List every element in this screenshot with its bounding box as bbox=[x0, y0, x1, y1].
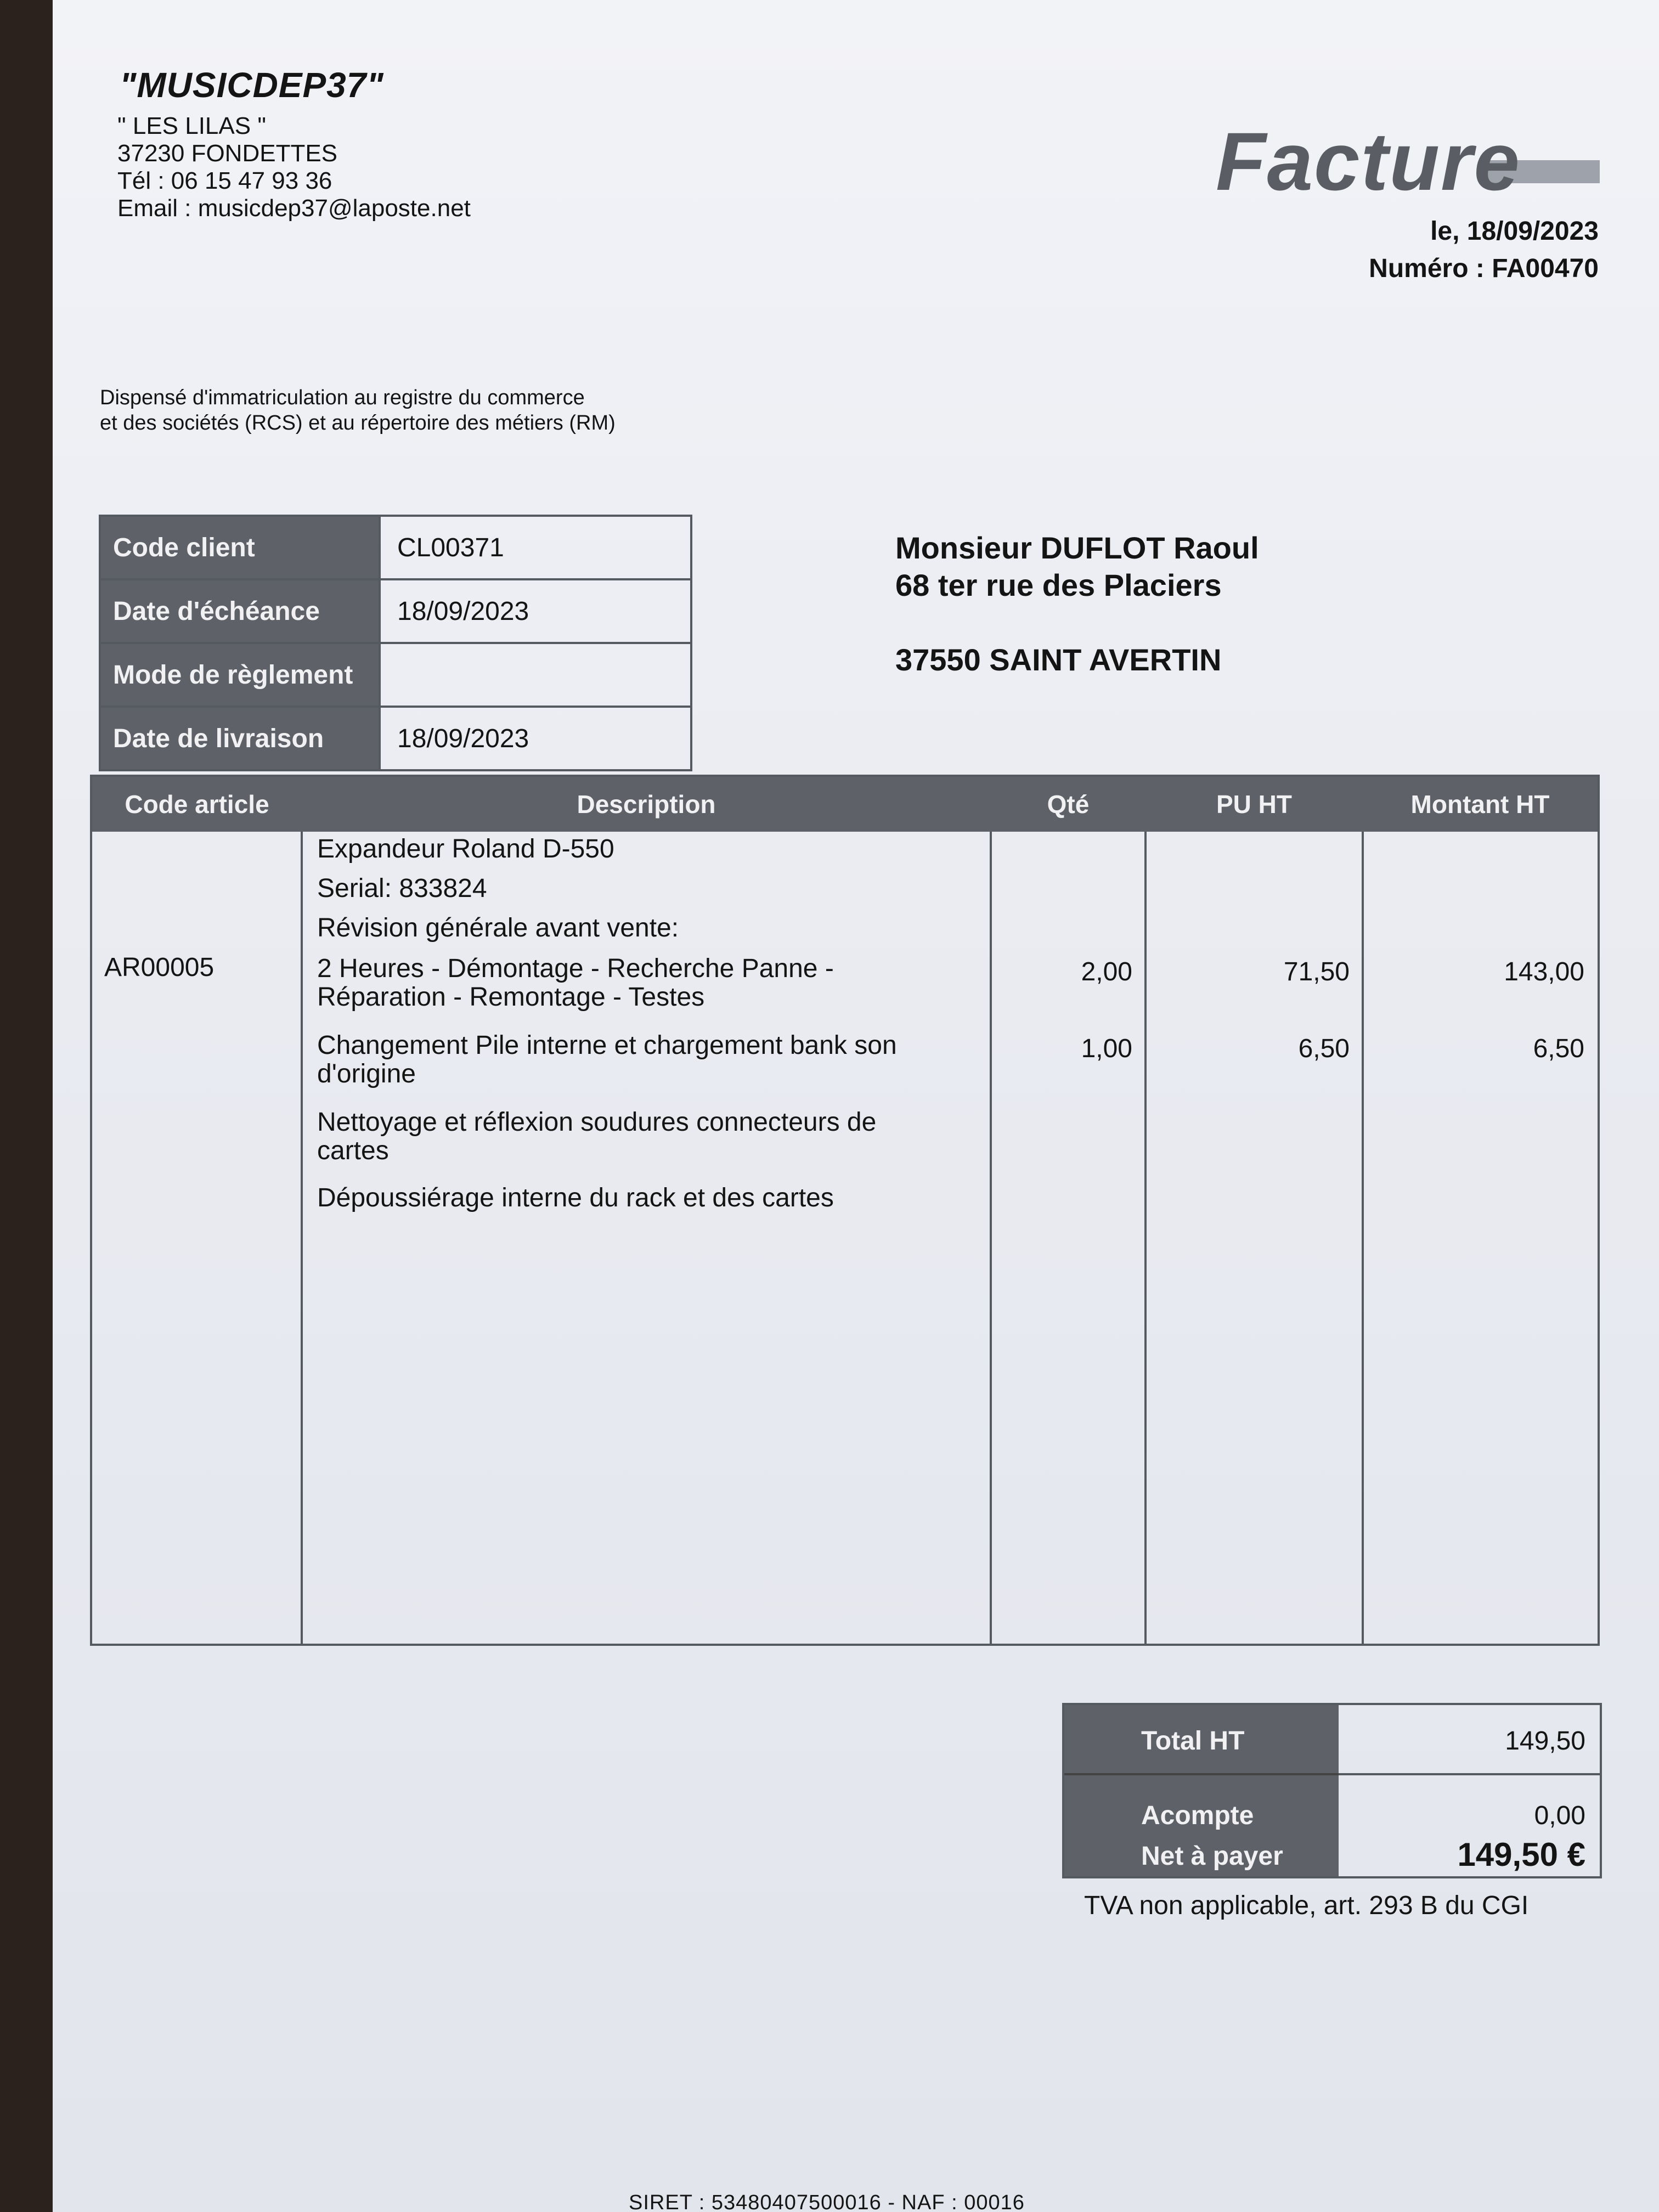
totals-table bbox=[1062, 1703, 1602, 1878]
item-description-line: Serial: 833824 bbox=[317, 874, 487, 903]
item-amount: 6,50 bbox=[1533, 1034, 1584, 1063]
column-divider bbox=[990, 832, 992, 1644]
items-table-header bbox=[92, 777, 1598, 832]
rcs-notice-line: Dispensé d'immatriculation au registre du commerce bbox=[100, 386, 585, 409]
info-row-due-date bbox=[101, 580, 690, 644]
info-label: Code client bbox=[101, 517, 381, 578]
acompte-label: Acompte bbox=[1141, 1801, 1254, 1830]
tva-note: TVA non applicable, art. 293 B du CGI bbox=[1084, 1891, 1529, 1920]
item-quantity: 1,00 bbox=[1081, 1034, 1132, 1063]
item-description-line: Nettoyage et réflexion soudures connecteurs de bbox=[317, 1108, 877, 1137]
header-description: Description bbox=[577, 790, 716, 819]
company-phone-line: Tél : 06 15 47 93 36 bbox=[117, 167, 332, 194]
item-description-line: cartes bbox=[317, 1136, 389, 1165]
info-value bbox=[381, 644, 690, 706]
company-email-line: Email : musicdep37@laposte.net bbox=[117, 195, 471, 222]
company-address-line: " LES LILAS " bbox=[117, 112, 266, 139]
info-row-client-code bbox=[101, 517, 690, 580]
item-description-line: 2 Heures - Démontage - Recherche Panne - bbox=[317, 954, 834, 983]
document-title: Facture bbox=[1216, 115, 1521, 207]
info-row-delivery-date bbox=[101, 708, 690, 769]
info-row-payment-mode bbox=[101, 644, 690, 708]
item-description-line: d'origine bbox=[317, 1059, 416, 1088]
rcs-notice-line: et des sociétés (RCS) et au répertoire des métiers (RM) bbox=[100, 411, 616, 435]
total-ht-label: Total HT bbox=[1141, 1726, 1245, 1756]
column-divider bbox=[1362, 832, 1364, 1644]
header-amount: Montant HT bbox=[1410, 790, 1550, 819]
acompte-value: 0,00 bbox=[1534, 1801, 1585, 1830]
client-city: 37550 SAINT AVERTIN bbox=[895, 642, 1222, 677]
client-name: Monsieur DUFLOT Raoul bbox=[895, 531, 1259, 565]
item-amount: 143,00 bbox=[1504, 957, 1584, 986]
item-description-line: Changement Pile interne et chargement bank son bbox=[317, 1031, 897, 1060]
company-name: "MUSICDEP37" bbox=[120, 65, 384, 105]
item-description-line: Dépoussiérage interne du rack et des cartes bbox=[317, 1183, 834, 1212]
item-quantity: 2,00 bbox=[1081, 957, 1132, 986]
column-divider bbox=[1144, 832, 1147, 1644]
rcs-notice bbox=[100, 385, 758, 436]
header-quantity: Qté bbox=[1047, 790, 1090, 819]
item-unit-price: 71,50 bbox=[1283, 957, 1350, 986]
totals-divider bbox=[1064, 1773, 1339, 1775]
client-street: 68 ter rue des Placiers bbox=[895, 568, 1222, 602]
header-unit-price: PU HT bbox=[1216, 790, 1292, 819]
totals-divider bbox=[1339, 1773, 1600, 1775]
net-to-pay-label: Net à payer bbox=[1141, 1842, 1283, 1871]
footer-siret: SIRET : 53480407500016 - NAF : 00016 bbox=[629, 2191, 1025, 2212]
invoice-date: le, 18/09/2023 bbox=[1430, 217, 1599, 246]
info-label: Date d'échéance bbox=[101, 580, 381, 642]
item-unit-price: 6,50 bbox=[1298, 1034, 1350, 1063]
info-value: 18/09/2023 bbox=[397, 724, 529, 753]
invoice-number: Numéro : FA00470 bbox=[1369, 254, 1599, 283]
column-divider bbox=[301, 832, 303, 1644]
total-ht-value: 149,50 bbox=[1505, 1726, 1585, 1756]
net-to-pay-value: 149,50 € bbox=[1457, 1836, 1585, 1873]
items-table bbox=[90, 775, 1600, 1646]
item-code: AR00005 bbox=[104, 953, 215, 982]
invoice-page bbox=[53, 0, 1659, 2212]
header-code-article: Code article bbox=[125, 790, 269, 819]
info-value: CL00371 bbox=[397, 533, 504, 562]
info-label: Date de livraison bbox=[101, 708, 381, 769]
item-description-line: Expandeur Roland D-550 bbox=[317, 834, 614, 864]
item-description-line: Révision générale avant vente: bbox=[317, 913, 679, 943]
company-city-line: 37230 FONDETTES bbox=[117, 140, 338, 167]
item-description-line: Réparation - Remontage - Testes bbox=[317, 983, 705, 1012]
invoice-info-table bbox=[99, 515, 692, 771]
info-label: Mode de règlement bbox=[101, 644, 381, 706]
info-value: 18/09/2023 bbox=[397, 596, 529, 626]
